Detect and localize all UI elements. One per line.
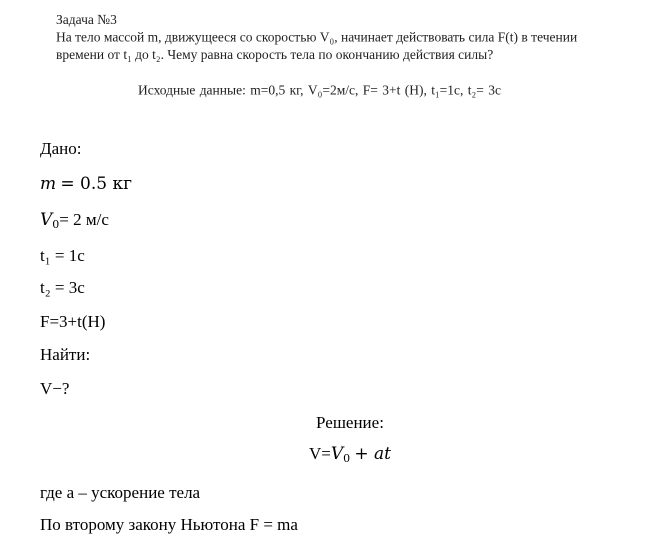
velocity-subscript: 0	[52, 218, 60, 231]
task-text-line-1: На тело массой m, движущееся со скоростью V₀, начинает действовать сила F(t) в течении	[56, 29, 578, 45]
mass-symbol: m	[40, 174, 57, 194]
task-text-line-2: времени от t₁ до t₂. Чему равна скорость тела по окончанию действия силы?	[56, 46, 494, 63]
initial-data-values: m=0,5 кг, V₀=2м/с, F= 3+t (H), t₁=1с, t₂= 3с	[250, 82, 501, 98]
find-heading: Найти:	[40, 345, 91, 364]
formula-prefix: V=	[308, 444, 331, 463]
initial-data-label: Исходные данные:	[138, 82, 246, 98]
find-value: V−?	[40, 379, 70, 398]
velocity-value: = 2 м/с	[59, 210, 109, 229]
task-statement	[56, 10, 656, 98]
t1-line: t₁ = 1с	[40, 246, 85, 265]
task-title: Задача №3	[56, 11, 117, 27]
force-line: F=3+t(H)	[40, 312, 106, 331]
solution-heading: Решение:	[316, 413, 384, 432]
initial-velocity-line	[40, 210, 109, 231]
t2-line: t₂ = 3с	[40, 278, 85, 297]
mass-value: = 0.5 кг	[60, 174, 132, 194]
acceleration-note: где a – ускорение тела	[40, 483, 201, 502]
formula-v: V	[330, 444, 344, 464]
formula-tail: + at	[354, 444, 392, 464]
given-heading: Дано:	[40, 139, 82, 158]
initial-data	[56, 81, 656, 99]
formula-v-subscript: 0	[343, 452, 351, 465]
mass-line	[40, 174, 132, 194]
newton-law-note: По второму закону Ньютона F = ma	[40, 515, 298, 534]
velocity-formula	[40, 444, 660, 465]
velocity-symbol: V	[40, 210, 53, 230]
